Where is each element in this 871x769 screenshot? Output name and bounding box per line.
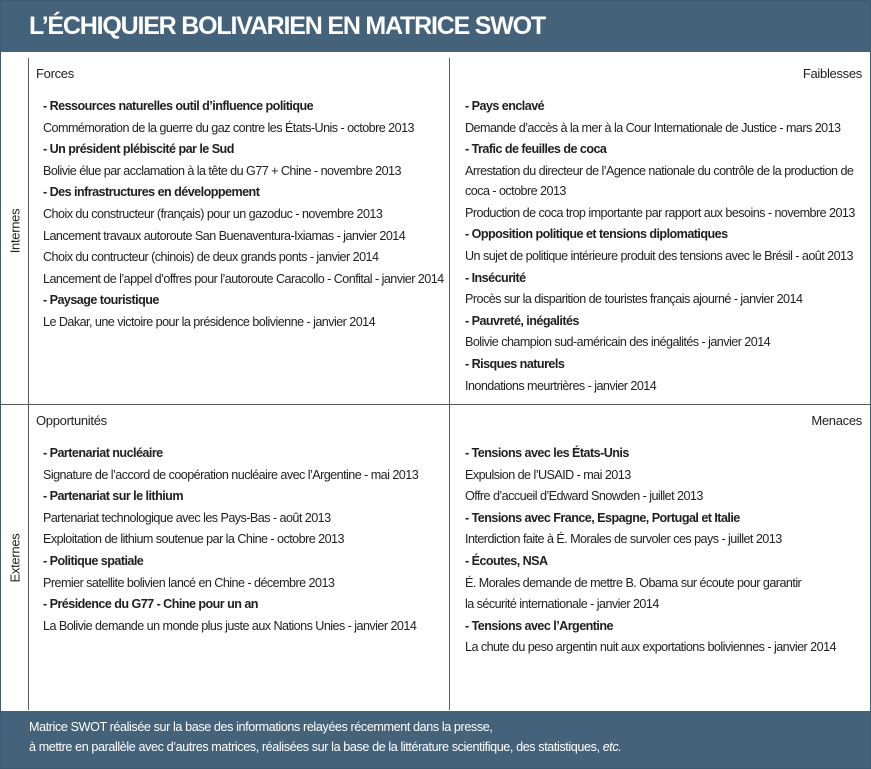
entries-faiblesses bbox=[465, 96, 866, 397]
category-heading: - Présidence du G77 - Chine pour un an bbox=[43, 597, 258, 612]
row-label-externes bbox=[1, 405, 29, 710]
event-item: Choix du constructeur (français) pour un gazoduc - novembre 2013 bbox=[43, 206, 383, 221]
event-item: Exploitation de lithium soutenue par la Chine - octobre 2013 bbox=[43, 532, 344, 547]
category-heading: - Ressources naturelles outil d’influence politique bbox=[43, 99, 314, 113]
event-item: Un sujet de politique intérieure produit des tensions avec le Brésil - août 2013 bbox=[465, 248, 853, 263]
quadrant-forces bbox=[29, 58, 450, 405]
event-item: Commémoration de la guerre du gaz contre les États-Unis - octobre 2013 bbox=[43, 120, 415, 135]
event-item: Offre d’accueil d’Edward Snowden - juillet 2013 bbox=[465, 489, 703, 504]
figure-title: L’ÉCHIQUIER BOLIVARIEN EN MATRICE SWOT bbox=[1, 1, 870, 52]
category-heading: - Trafic de feuilles de coca bbox=[465, 142, 607, 157]
entries-menaces bbox=[465, 443, 866, 659]
category-heading: - Politique spatiale bbox=[43, 553, 144, 568]
category-heading: - Écoutes, NSA bbox=[465, 553, 548, 568]
footer-line-2-etc: etc. bbox=[602, 740, 622, 754]
event-item: Production de coca trop importante par rapport aux besoins - novembre 2013 bbox=[465, 205, 855, 220]
event-item: Premier satellite bolivien lancé en Chine - décembre 2013 bbox=[43, 575, 335, 590]
footer-line-2 bbox=[29, 737, 870, 757]
event-item: Procès sur la disparition de touristes français ajourné - janvier 2014 bbox=[465, 292, 803, 307]
swot-matrix bbox=[1, 58, 870, 710]
row-label-internes-text: Internes bbox=[7, 208, 22, 254]
category-heading: - Pauvreté, inégalités bbox=[465, 313, 579, 328]
event-item: Inondations meurtrières - janvier 2014 bbox=[465, 378, 657, 393]
event-item: Choix du contructeur (chinois) de deux grands ponts - janvier 2014 bbox=[43, 250, 379, 265]
event-item: Signature de l’accord de coopération nucléaire avec l’Argentine - mai 2013 bbox=[43, 467, 419, 482]
category-heading: - Risques naturels bbox=[465, 356, 565, 371]
event-item: Demande d’accès à la mer à la Cour Internationale de Justice - mars 2013 bbox=[465, 120, 841, 135]
category-heading: - Partenariat sur le lithium bbox=[43, 489, 183, 504]
row-label-externes-text: Externes bbox=[7, 533, 22, 582]
category-heading: - Insécurité bbox=[465, 270, 526, 285]
quadrant-opportunites bbox=[29, 405, 450, 710]
category-heading: - Tensions avec France, Espagne, Portugal et Italie bbox=[465, 510, 740, 525]
quadrant-title-faiblesses: Faiblesses bbox=[802, 66, 862, 81]
quadrant-menaces bbox=[450, 405, 870, 710]
category-heading: - Tensions avec les États-Unis bbox=[465, 446, 629, 460]
event-item: Expulsion de l’USAID - mai 2013 bbox=[465, 467, 631, 482]
quadrant-faiblesses bbox=[450, 58, 870, 405]
category-heading: - Paysage touristique bbox=[43, 293, 159, 308]
row-label-internes bbox=[1, 58, 29, 405]
quadrant-title-opportunites: Opportunités bbox=[36, 413, 107, 428]
event-item: É. Morales demande de mettre B. Obama sur écoute pour garantir bbox=[465, 575, 802, 590]
category-heading: - Des infrastructures en développement bbox=[43, 185, 260, 200]
event-item: Bolivie champion sud-américain des inégalités - janvier 2014 bbox=[465, 335, 771, 350]
footer-line-2-text: à mettre en parallèle avec d’autres matrices, réalisées sur la base de la littérature scientifique, des statistiques, bbox=[29, 740, 603, 754]
event-item: Bolivie élue par acclamation à la tête du G77 + Chine - novembre 2013 bbox=[43, 163, 401, 178]
event-item: Partenariat technologique avec les Pays-Bas - août 2013 bbox=[43, 510, 331, 525]
entries-opportunites bbox=[43, 443, 445, 637]
event-item: La chute du peso argentin nuit aux exportations boliviennes - janvier 2014 bbox=[465, 640, 836, 655]
quadrant-title-forces: Forces bbox=[36, 66, 74, 81]
entries-forces bbox=[43, 96, 445, 334]
event-item: Lancement de l’appel d’offres pour l’autoroute Caracollo - Confital - janvier 2014 bbox=[43, 271, 444, 286]
event-item: la sécurité internationale - janvier 2014 bbox=[465, 597, 659, 612]
event-item: Lancement travaux autoroute San Buenaventura-Ixiamas - janvier 2014 bbox=[43, 228, 406, 243]
footer-note bbox=[1, 711, 870, 768]
event-item: Interdiction faite à É. Morales de survoler ces pays - juillet 2013 bbox=[465, 532, 782, 547]
category-heading: - Opposition politique et tensions diplomatiques bbox=[465, 227, 728, 242]
category-heading: - Un président plébiscité par le Sud bbox=[43, 142, 234, 157]
event-item: La Bolivie demande un monde plus juste aux Nations Unies - janvier 2014 bbox=[43, 618, 417, 633]
quadrant-title-menaces: Menaces bbox=[811, 413, 862, 428]
category-heading: - Partenariat nucléaire bbox=[43, 446, 163, 460]
footer-line-1: Matrice SWOT réalisée sur la base des informations relayées récemment dans la presse, bbox=[29, 720, 493, 734]
category-heading: - Tensions avec l’Argentine bbox=[465, 618, 613, 633]
event-item: Arrestation du directeur de l’Agence nationale du contrôle de la production de coca - octobre 2013 bbox=[465, 163, 854, 198]
category-heading: - Pays enclavé bbox=[465, 99, 545, 113]
event-item: Le Dakar, une victoire pour la présidence bolivienne - janvier 2014 bbox=[43, 314, 376, 329]
